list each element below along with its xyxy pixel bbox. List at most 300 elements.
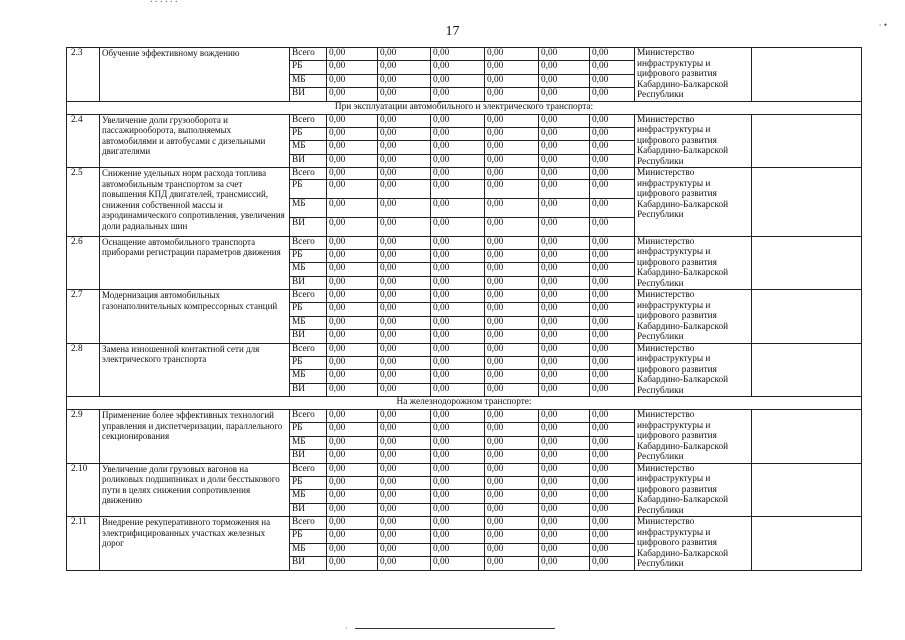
fund-source: Всего <box>290 410 327 423</box>
responsible-executor: Министерство инфраструктуры и цифрового развития Кабардино-Балкарской Республики <box>635 410 752 464</box>
amount-cell: 0,00 <box>485 530 539 543</box>
amount-cell: 0,00 <box>431 127 485 140</box>
amount-cell: 0,00 <box>431 476 485 489</box>
amount-cell: 0,00 <box>590 356 635 369</box>
amount-cell: 0,00 <box>431 61 485 74</box>
amount-cell: 0,00 <box>590 517 635 530</box>
amount-cell: 0,00 <box>327 410 378 423</box>
amount-cell: 0,00 <box>485 330 539 343</box>
amount-cell: 0,00 <box>485 436 539 449</box>
amount-cell: 0,00 <box>539 61 590 74</box>
fund-source: МБ <box>290 543 327 556</box>
amount-cell: 0,00 <box>327 127 378 140</box>
amount-cell: 0,00 <box>590 249 635 262</box>
section-row <box>67 101 862 114</box>
amount-cell: 0,00 <box>327 114 378 127</box>
amount-cell: 0,00 <box>590 48 635 61</box>
amount-cell: 0,00 <box>485 476 539 489</box>
fund-source: РБ <box>290 303 327 316</box>
amount-cell: 0,00 <box>431 423 485 436</box>
amount-cell: 0,00 <box>539 276 590 289</box>
item-name: Применение более эффективных технологий управления и диспетчеризации, параллельного секционирования <box>100 410 290 464</box>
amount-cell: 0,00 <box>431 217 485 236</box>
item-name: Внедрение рекуперативного торможения на электрифицированных участках железных дорог <box>100 517 290 571</box>
table-row <box>67 48 862 61</box>
amount-cell: 0,00 <box>431 114 485 127</box>
amount-cell: 0,00 <box>431 410 485 423</box>
amount-cell: 0,00 <box>485 356 539 369</box>
amount-cell: 0,00 <box>378 316 431 329</box>
amount-cell: 0,00 <box>431 276 485 289</box>
amount-cell: 0,00 <box>327 476 378 489</box>
amount-cell: 0,00 <box>327 530 378 543</box>
amount-cell: 0,00 <box>590 217 635 236</box>
amount-cell: 0,00 <box>378 343 431 356</box>
item-name: Снижение удельных норм расхода топлива автомобильным транспортом за счет повышения КПД двигателей, трансмиссий, снижения собственной массы и аэродинамического сопротивления, увеличения доли радиальных шин <box>100 168 290 237</box>
item-name: Замена изношенной контактной сети для электрического транспорта <box>100 343 290 397</box>
responsible-executor: Министерство инфраструктуры и цифрового развития Кабардино-Балкарской Республики <box>635 463 752 517</box>
fund-source: МБ <box>290 198 327 217</box>
fund-source: РБ <box>290 356 327 369</box>
amount-cell: 0,00 <box>539 168 590 180</box>
amount-cell: 0,00 <box>378 249 431 262</box>
amount-cell: 0,00 <box>485 198 539 217</box>
fund-source: РБ <box>290 61 327 74</box>
amount-cell: 0,00 <box>485 74 539 87</box>
amount-cell: 0,00 <box>378 423 431 436</box>
amount-cell: 0,00 <box>590 543 635 556</box>
responsible-executor: Министерство инфраструктуры и цифрового развития Кабардино-Балкарской Республики <box>635 48 752 102</box>
amount-cell: 0,00 <box>539 356 590 369</box>
amount-cell: 0,00 <box>431 370 485 383</box>
amount-cell: 0,00 <box>431 343 485 356</box>
fund-source: ВИ <box>290 383 327 396</box>
item-number: 2.6 <box>67 236 100 290</box>
fund-source: Всего <box>290 114 327 127</box>
amount-cell: 0,00 <box>378 383 431 396</box>
item-name: Увеличение доли грузооборота и пассажирооборота, выполняемых автомобилями и автобусами с дизельными двигателями <box>100 114 290 168</box>
empty-cell <box>752 290 862 344</box>
amount-cell: 0,00 <box>539 263 590 276</box>
item-number: 2.3 <box>67 48 100 102</box>
item-name: Модернизация автомобильных газонаполнительных компрессорных станций <box>100 290 290 344</box>
amount-cell: 0,00 <box>431 303 485 316</box>
amount-cell: 0,00 <box>539 236 590 249</box>
empty-cell <box>752 236 862 290</box>
amount-cell: 0,00 <box>378 450 431 463</box>
amount-cell: 0,00 <box>590 127 635 140</box>
amount-cell: 0,00 <box>327 236 378 249</box>
amount-cell: 0,00 <box>378 463 431 476</box>
section-title: На железнодорожном транспорте: <box>67 397 862 410</box>
measures-table <box>66 47 862 571</box>
fund-source: ВИ <box>290 450 327 463</box>
amount-cell: 0,00 <box>539 517 590 530</box>
amount-cell: 0,00 <box>378 141 431 154</box>
amount-cell: 0,00 <box>590 276 635 289</box>
amount-cell: 0,00 <box>590 290 635 303</box>
amount-cell: 0,00 <box>485 154 539 167</box>
amount-cell: 0,00 <box>485 61 539 74</box>
amount-cell: 0,00 <box>539 217 590 236</box>
item-name: Увеличение доли грузовых вагонов на роликовых подшипниках и доли бесстыкового пути в целях снижения сопротивления движению <box>100 463 290 517</box>
amount-cell: 0,00 <box>327 330 378 343</box>
fund-source: ВИ <box>290 217 327 236</box>
amount-cell: 0,00 <box>431 263 485 276</box>
amount-cell: 0,00 <box>378 88 431 101</box>
amount-cell: 0,00 <box>378 236 431 249</box>
amount-cell: 0,00 <box>378 263 431 276</box>
responsible-executor: Министерство инфраструктуры и цифрового развития Кабардино-Балкарской Республики <box>635 290 752 344</box>
fund-source: МБ <box>290 316 327 329</box>
amount-cell: 0,00 <box>485 303 539 316</box>
amount-cell: 0,00 <box>431 356 485 369</box>
amount-cell: 0,00 <box>327 383 378 396</box>
amount-cell: 0,00 <box>327 290 378 303</box>
amount-cell: 0,00 <box>327 263 378 276</box>
amount-cell: 0,00 <box>485 236 539 249</box>
amount-cell: 0,00 <box>378 74 431 87</box>
amount-cell: 0,00 <box>590 450 635 463</box>
empty-cell <box>752 343 862 397</box>
amount-cell: 0,00 <box>539 490 590 503</box>
amount-cell: 0,00 <box>539 330 590 343</box>
table-row <box>67 114 862 127</box>
amount-cell: 0,00 <box>431 168 485 180</box>
amount-cell: 0,00 <box>327 423 378 436</box>
amount-cell: 0,00 <box>539 450 590 463</box>
amount-cell: 0,00 <box>590 114 635 127</box>
amount-cell: 0,00 <box>431 74 485 87</box>
amount-cell: 0,00 <box>590 179 635 198</box>
amount-cell: 0,00 <box>539 476 590 489</box>
fund-source: МБ <box>290 263 327 276</box>
amount-cell: 0,00 <box>327 557 378 570</box>
fund-source: Всего <box>290 517 327 530</box>
amount-cell: 0,00 <box>378 179 431 198</box>
amount-cell: 0,00 <box>431 543 485 556</box>
fund-source: Всего <box>290 463 327 476</box>
amount-cell: 0,00 <box>485 450 539 463</box>
amount-cell: 0,00 <box>590 410 635 423</box>
fund-source: ВИ <box>290 503 327 516</box>
amount-cell: 0,00 <box>590 476 635 489</box>
amount-cell: 0,00 <box>590 370 635 383</box>
fund-source: ВИ <box>290 88 327 101</box>
amount-cell: 0,00 <box>378 127 431 140</box>
amount-cell: 0,00 <box>590 141 635 154</box>
amount-cell: 0,00 <box>485 343 539 356</box>
amount-cell: 0,00 <box>327 276 378 289</box>
table-row <box>67 517 862 530</box>
amount-cell: 0,00 <box>378 61 431 74</box>
empty-cell <box>752 168 862 237</box>
amount-cell: 0,00 <box>485 168 539 180</box>
item-number: 2.5 <box>67 168 100 237</box>
responsible-executor: Министерство инфраструктуры и цифрового развития Кабардино-Балкарской Республики <box>635 168 752 237</box>
empty-cell <box>752 410 862 464</box>
amount-cell: 0,00 <box>485 490 539 503</box>
scan-artifact <box>150 0 178 5</box>
amount-cell: 0,00 <box>431 503 485 516</box>
amount-cell: 0,00 <box>539 543 590 556</box>
fund-source: РБ <box>290 423 327 436</box>
amount-cell: 0,00 <box>539 141 590 154</box>
amount-cell: 0,00 <box>327 343 378 356</box>
amount-cell: 0,00 <box>485 517 539 530</box>
amount-cell: 0,00 <box>590 198 635 217</box>
corner-mark: · • <box>878 20 887 30</box>
table-row <box>67 290 862 303</box>
amount-cell: 0,00 <box>327 179 378 198</box>
amount-cell: 0,00 <box>590 383 635 396</box>
amount-cell: 0,00 <box>431 154 485 167</box>
amount-cell: 0,00 <box>378 217 431 236</box>
amount-cell: 0,00 <box>485 290 539 303</box>
responsible-executor: Министерство инфраструктуры и цифрового развития Кабардино-Балкарской Республики <box>635 236 752 290</box>
amount-cell: 0,00 <box>485 114 539 127</box>
amount-cell: 0,00 <box>539 249 590 262</box>
table-row <box>67 168 862 180</box>
amount-cell: 0,00 <box>590 303 635 316</box>
amount-cell: 0,00 <box>539 179 590 198</box>
fund-source: Всего <box>290 290 327 303</box>
table-row <box>67 236 862 249</box>
amount-cell: 0,00 <box>590 490 635 503</box>
amount-cell: 0,00 <box>327 490 378 503</box>
amount-cell: 0,00 <box>590 330 635 343</box>
amount-cell: 0,00 <box>378 290 431 303</box>
amount-cell: 0,00 <box>590 154 635 167</box>
amount-cell: 0,00 <box>431 48 485 61</box>
amount-cell: 0,00 <box>378 303 431 316</box>
amount-cell: 0,00 <box>590 316 635 329</box>
amount-cell: 0,00 <box>327 316 378 329</box>
fund-source: РБ <box>290 476 327 489</box>
amount-cell: 0,00 <box>590 263 635 276</box>
amount-cell: 0,00 <box>590 436 635 449</box>
amount-cell: 0,00 <box>378 543 431 556</box>
amount-cell: 0,00 <box>327 168 378 180</box>
amount-cell: 0,00 <box>539 383 590 396</box>
fund-source: МБ <box>290 436 327 449</box>
amount-cell: 0,00 <box>485 276 539 289</box>
amount-cell: 0,00 <box>485 88 539 101</box>
fund-source: МБ <box>290 74 327 87</box>
fund-source: Всего <box>290 48 327 61</box>
amount-cell: 0,00 <box>327 198 378 217</box>
scan-artifact-dot: · <box>345 624 348 633</box>
amount-cell: 0,00 <box>539 88 590 101</box>
responsible-executor: Министерство инфраструктуры и цифрового развития Кабардино-Балкарской Республики <box>635 517 752 571</box>
amount-cell: 0,00 <box>378 530 431 543</box>
empty-cell <box>752 463 862 517</box>
item-number: 2.8 <box>67 343 100 397</box>
amount-cell: 0,00 <box>378 557 431 570</box>
amount-cell: 0,00 <box>431 330 485 343</box>
item-name: Обучение эффективному вождению <box>100 48 290 102</box>
amount-cell: 0,00 <box>539 316 590 329</box>
amount-cell: 0,00 <box>485 503 539 516</box>
amount-cell: 0,00 <box>378 114 431 127</box>
amount-cell: 0,00 <box>378 503 431 516</box>
amount-cell: 0,00 <box>485 543 539 556</box>
amount-cell: 0,00 <box>378 48 431 61</box>
amount-cell: 0,00 <box>485 316 539 329</box>
amount-cell: 0,00 <box>485 48 539 61</box>
fund-source: РБ <box>290 127 327 140</box>
amount-cell: 0,00 <box>485 127 539 140</box>
amount-cell: 0,00 <box>539 154 590 167</box>
fund-source: ВИ <box>290 154 327 167</box>
amount-cell: 0,00 <box>327 88 378 101</box>
amount-cell: 0,00 <box>590 236 635 249</box>
bottom-rule <box>355 628 555 629</box>
amount-cell: 0,00 <box>539 370 590 383</box>
amount-cell: 0,00 <box>327 543 378 556</box>
amount-cell: 0,00 <box>539 290 590 303</box>
responsible-executor: Министерство инфраструктуры и цифрового развития Кабардино-Балкарской Республики <box>635 114 752 168</box>
amount-cell: 0,00 <box>431 450 485 463</box>
amount-cell: 0,00 <box>485 370 539 383</box>
amount-cell: 0,00 <box>590 88 635 101</box>
amount-cell: 0,00 <box>327 61 378 74</box>
amount-cell: 0,00 <box>539 343 590 356</box>
amount-cell: 0,00 <box>378 198 431 217</box>
amount-cell: 0,00 <box>590 74 635 87</box>
amount-cell: 0,00 <box>378 168 431 180</box>
amount-cell: 0,00 <box>327 74 378 87</box>
fund-source: МБ <box>290 370 327 383</box>
amount-cell: 0,00 <box>327 154 378 167</box>
amount-cell: 0,00 <box>431 290 485 303</box>
amount-cell: 0,00 <box>539 557 590 570</box>
amount-cell: 0,00 <box>378 154 431 167</box>
amount-cell: 0,00 <box>431 88 485 101</box>
fund-source: ВИ <box>290 557 327 570</box>
amount-cell: 0,00 <box>431 436 485 449</box>
fund-source: Всего <box>290 343 327 356</box>
amount-cell: 0,00 <box>378 436 431 449</box>
amount-cell: 0,00 <box>431 557 485 570</box>
fund-source: Всего <box>290 168 327 180</box>
empty-cell <box>752 517 862 571</box>
amount-cell: 0,00 <box>539 127 590 140</box>
amount-cell: 0,00 <box>539 198 590 217</box>
amount-cell: 0,00 <box>327 356 378 369</box>
amount-cell: 0,00 <box>431 517 485 530</box>
amount-cell: 0,00 <box>378 370 431 383</box>
amount-cell: 0,00 <box>539 530 590 543</box>
amount-cell: 0,00 <box>539 303 590 316</box>
table-row <box>67 343 862 356</box>
fund-source: Всего <box>290 236 327 249</box>
amount-cell: 0,00 <box>590 168 635 180</box>
amount-cell: 0,00 <box>327 48 378 61</box>
amount-cell: 0,00 <box>485 249 539 262</box>
amount-cell: 0,00 <box>539 410 590 423</box>
amount-cell: 0,00 <box>327 370 378 383</box>
table-row <box>67 410 862 423</box>
amount-cell: 0,00 <box>378 276 431 289</box>
amount-cell: 0,00 <box>590 503 635 516</box>
amount-cell: 0,00 <box>378 410 431 423</box>
amount-cell: 0,00 <box>590 61 635 74</box>
amount-cell: 0,00 <box>539 74 590 87</box>
amount-cell: 0,00 <box>327 517 378 530</box>
amount-cell: 0,00 <box>539 463 590 476</box>
amount-cell: 0,00 <box>327 450 378 463</box>
amount-cell: 0,00 <box>378 490 431 503</box>
empty-cell <box>752 114 862 168</box>
fund-source: ВИ <box>290 330 327 343</box>
amount-cell: 0,00 <box>590 557 635 570</box>
amount-cell: 0,00 <box>485 557 539 570</box>
item-number: 2.7 <box>67 290 100 344</box>
amount-cell: 0,00 <box>327 141 378 154</box>
amount-cell: 0,00 <box>378 330 431 343</box>
section-title: При эксплуатации автомобильного и электрического транспорта: <box>67 101 862 114</box>
amount-cell: 0,00 <box>431 383 485 396</box>
page-number: 17 <box>445 24 460 39</box>
amount-cell: 0,00 <box>590 530 635 543</box>
amount-cell: 0,00 <box>378 517 431 530</box>
amount-cell: 0,00 <box>485 463 539 476</box>
amount-cell: 0,00 <box>431 530 485 543</box>
amount-cell: 0,00 <box>590 423 635 436</box>
amount-cell: 0,00 <box>485 141 539 154</box>
amount-cell: 0,00 <box>539 423 590 436</box>
amount-cell: 0,00 <box>431 236 485 249</box>
amount-cell: 0,00 <box>431 198 485 217</box>
amount-cell: 0,00 <box>327 436 378 449</box>
fund-source: РБ <box>290 530 327 543</box>
item-number: 2.9 <box>67 410 100 464</box>
item-number: 2.11 <box>67 517 100 571</box>
amount-cell: 0,00 <box>539 48 590 61</box>
item-number: 2.4 <box>67 114 100 168</box>
amount-cell: 0,00 <box>431 141 485 154</box>
amount-cell: 0,00 <box>378 476 431 489</box>
amount-cell: 0,00 <box>539 503 590 516</box>
amount-cell: 0,00 <box>590 343 635 356</box>
fund-source: МБ <box>290 141 327 154</box>
amount-cell: 0,00 <box>485 423 539 436</box>
amount-cell: 0,00 <box>431 316 485 329</box>
fund-source: РБ <box>290 249 327 262</box>
amount-cell: 0,00 <box>431 463 485 476</box>
responsible-executor: Министерство инфраструктуры и цифрового развития Кабардино-Балкарской Республики <box>635 343 752 397</box>
amount-cell: 0,00 <box>485 410 539 423</box>
amount-cell: 0,00 <box>485 263 539 276</box>
amount-cell: 0,00 <box>485 383 539 396</box>
amount-cell: 0,00 <box>539 436 590 449</box>
fund-source: ВИ <box>290 276 327 289</box>
amount-cell: 0,00 <box>327 303 378 316</box>
empty-cell <box>752 48 862 102</box>
amount-cell: 0,00 <box>485 217 539 236</box>
amount-cell: 0,00 <box>485 179 539 198</box>
amount-cell: 0,00 <box>327 217 378 236</box>
fund-source: МБ <box>290 490 327 503</box>
amount-cell: 0,00 <box>431 179 485 198</box>
amount-cell: 0,00 <box>327 503 378 516</box>
amount-cell: 0,00 <box>539 114 590 127</box>
table-row <box>67 463 862 476</box>
item-number: 2.10 <box>67 463 100 517</box>
amount-cell: 0,00 <box>431 490 485 503</box>
amount-cell: 0,00 <box>327 463 378 476</box>
